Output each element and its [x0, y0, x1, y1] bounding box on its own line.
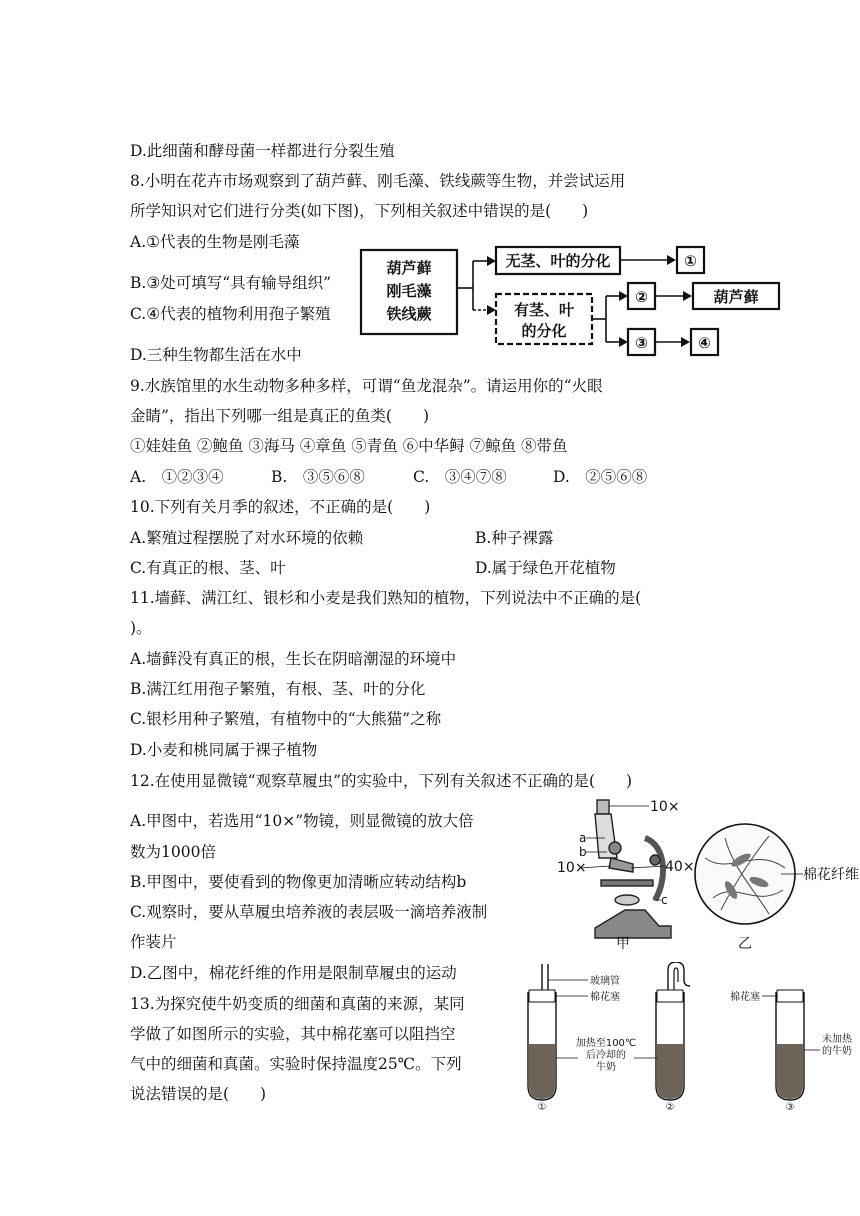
- box-3-label: ③: [635, 334, 648, 352]
- has-differentiation-label-1: 有茎、叶: [513, 301, 575, 319]
- q13-stem-line1: 13.为探究使牛奶变质的细菌和真菌的来源，某同: [130, 995, 465, 1013]
- q12-stem: 12.在使用显微镜“观察草履虫”的实验中，下列有关叙述不正确的是( ): [130, 772, 633, 790]
- q13-test-tube-figure: [520, 962, 860, 1112]
- label-a: a: [579, 831, 587, 845]
- label-cotton-fiber: 棉花纤维: [803, 867, 859, 883]
- q7-option-d: D.此细菌和酵母菌一样都进行分裂生殖: [130, 142, 395, 160]
- label-heated-3: 牛奶: [596, 1062, 616, 1073]
- q8-option-d: D.三种生物都生活在水中: [130, 346, 302, 364]
- q12-option-d: D.乙图中，棉花纤维的作用是限制草履虫的运动: [130, 964, 457, 982]
- group-item-3: 铁线蕨: [386, 305, 432, 323]
- label-jia: 甲: [616, 936, 630, 952]
- q12-option-c-line1: C.观察时，要从草履虫培养液的表层吸一滴培养液制: [130, 903, 488, 921]
- box-1-label: ①: [684, 252, 697, 270]
- label-cotton-plug: 棉花塞: [590, 992, 620, 1003]
- q12-option-a-line2: 数为1000倍: [130, 843, 216, 861]
- group-item-1: 葫芦藓: [386, 259, 432, 277]
- q12-option-c-line2: 作装片: [130, 933, 177, 951]
- tube-1-icon: [528, 964, 556, 1100]
- label-heated-2: 后冷却的: [586, 1050, 626, 1061]
- label-yi: 乙: [738, 936, 752, 952]
- q11-stem-line1: 11.墙藓、满江红、银杉和小麦是我们熟知的植物，下列说法中不正确的是(: [130, 589, 642, 607]
- label-unheated-2: 的牛奶: [822, 1046, 852, 1057]
- label-tube-3: ③: [785, 1102, 795, 1112]
- q9-option-a: A. ①②③④: [130, 468, 224, 486]
- label-unheated-1: 未加热: [822, 1034, 852, 1045]
- q11-option-b: B.满江红用孢子繁殖，有根、茎、叶的分化: [130, 680, 426, 698]
- q9-option-b: B. ③⑤⑥⑧: [271, 468, 365, 486]
- q11-option-c: C.银杉用种子繁殖，有植物中的“大熊猫”之称: [130, 710, 442, 728]
- q9-option-c: C. ③④⑦⑧: [413, 468, 507, 486]
- q8-classification-diagram: [355, 238, 785, 358]
- no-differentiation-label: 无茎、叶的分化: [505, 252, 611, 270]
- label-objective-10x: 10×: [557, 860, 587, 876]
- q11-option-a: A.墙藓没有真正的根，生长在阴暗潮湿的环境中: [130, 650, 457, 668]
- q12-option-a-line1: A.甲图中，若选用“10×”物镜，则显微镜的放大倍: [130, 812, 474, 830]
- microscope-view-icon: [695, 824, 795, 924]
- q13-stem-line3: 气中的细菌和真菌。实验时保持温度25℃。下列: [130, 1055, 462, 1073]
- q10-option-a: A.繁殖过程摆脱了对水环境的依赖: [130, 529, 364, 547]
- label-tube-2: ②: [665, 1102, 675, 1112]
- q10-option-d: D.属于绿色开花植物: [475, 559, 616, 577]
- q8-stem-line2: 所学知识对它们进行分类(如下图)，下列相关叙述中错误的是( ): [130, 202, 589, 220]
- group-item-2: 刚毛藻: [386, 282, 432, 300]
- hulu-moss-label: 葫芦藓: [713, 288, 759, 306]
- q8-option-a: A.①代表的生物是刚毛藻: [130, 233, 300, 251]
- q9-item-list: ①娃娃鱼 ②鲍鱼 ③海马 ④章鱼 ⑤青鱼 ⑥中华鲟 ⑦鲸鱼 ⑧带鱼: [130, 437, 568, 455]
- q10-option-c: C.有真正的根、茎、叶: [130, 559, 286, 577]
- q13-stem-line4: 说法错误的是( ): [130, 1085, 267, 1103]
- label-heated-1: 加热至100℃: [575, 1038, 637, 1049]
- label-cotton-plug-3: 棉花塞: [730, 992, 760, 1003]
- q12-option-b: B.甲图中，要使看到的物像更加清晰应转动结构b: [130, 873, 467, 891]
- q9-option-d: D. ②⑤⑥⑧: [553, 468, 648, 486]
- q9-stem-line2: 金睛”，指出下列哪一组是真正的鱼类( ): [130, 407, 430, 425]
- q8-stem-line1: 8.小明在花卉市场观察到了葫芦藓、刚毛藻、铁线蕨等生物，并尝试运用: [130, 172, 626, 190]
- label-b: b: [579, 845, 587, 859]
- q9-stem-line1: 9.水族馆里的水生动物多种多样，可谓“鱼龙混杂”。请运用你的“火眼: [130, 377, 603, 395]
- q12-microscope-figure: [555, 798, 860, 958]
- q11-stem-line2: )。: [130, 619, 152, 637]
- tube-2-icon: [656, 962, 690, 1100]
- box-2-label: ②: [635, 288, 648, 306]
- q10-option-b: B.种子裸露: [475, 529, 554, 547]
- tube-3-icon: [776, 990, 804, 1100]
- label-eyepiece-10x: 10×: [650, 799, 680, 815]
- label-objective-40x: 40×: [665, 859, 695, 875]
- q8-option-b: B.③处可填写“具有输导组织”: [130, 274, 332, 292]
- microscope-icon: [595, 800, 671, 938]
- q8-option-c: C.④代表的植物利用孢子繁殖: [130, 305, 331, 323]
- q11-option-d: D.小麦和桃同属于裸子植物: [130, 741, 318, 759]
- label-c: c: [661, 893, 668, 907]
- label-tube-1: ①: [537, 1102, 547, 1112]
- box-4-label: ④: [698, 334, 711, 352]
- q10-stem: 10.下列有关月季的叙述，不正确的是( ): [130, 498, 431, 516]
- q13-stem-line2: 学做了如图所示的实验，其中棉花塞可以阻挡空: [130, 1025, 456, 1043]
- has-differentiation-label-2: 的分化: [521, 322, 567, 340]
- label-glass-tube: 玻璃管: [590, 976, 620, 987]
- q9-options: [130, 467, 730, 487]
